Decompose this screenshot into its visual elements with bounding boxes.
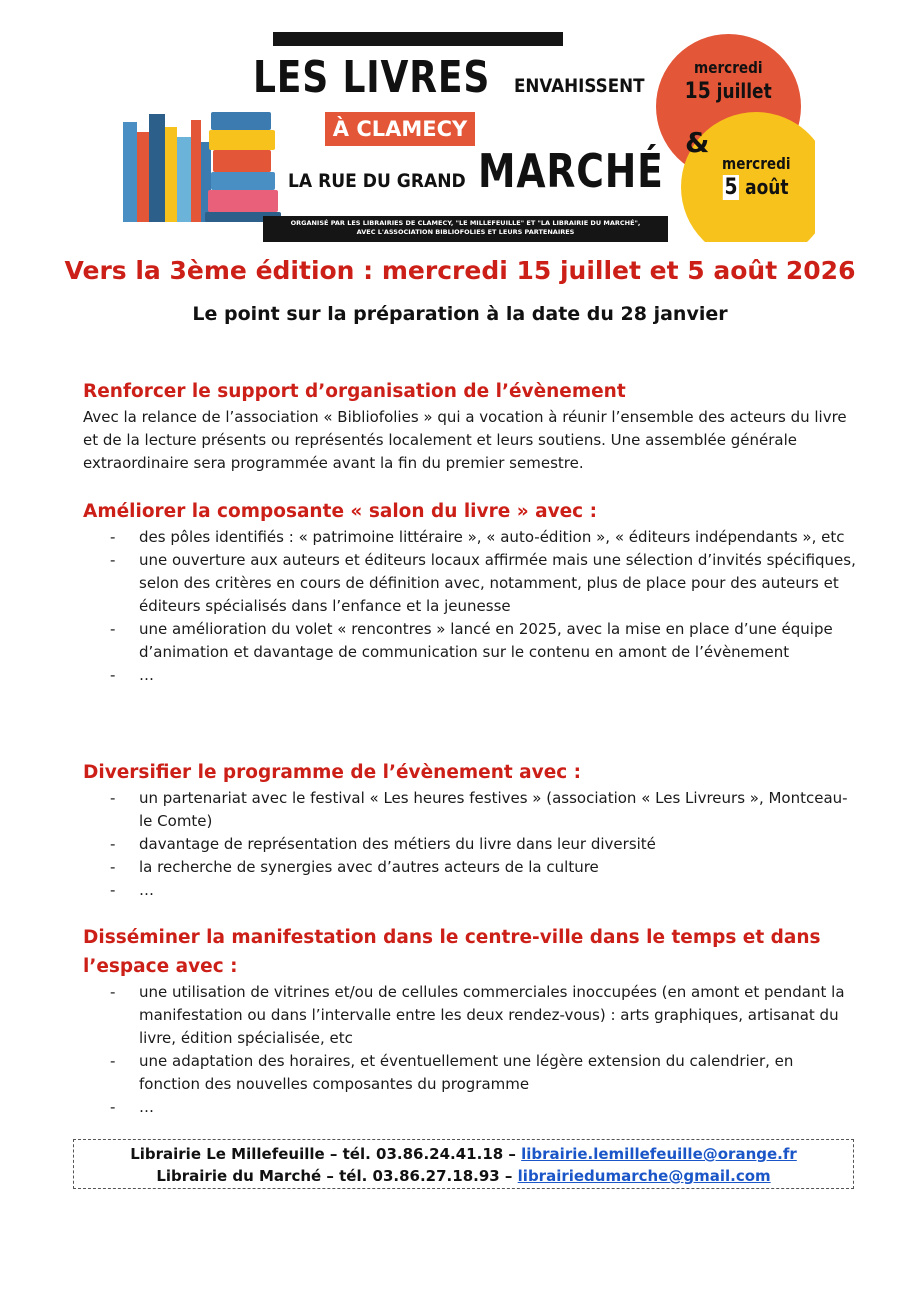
section-organisation xyxy=(83,377,858,475)
section-salon-du-livre xyxy=(83,497,858,687)
email-link-marche[interactable]: librairiedumarche@gmail.com xyxy=(517,1167,771,1185)
list-item xyxy=(83,787,858,833)
section-heading: Diversifier le programme de l’évènement avec : xyxy=(83,762,582,783)
ampersand: & xyxy=(685,126,710,159)
banner-top-bar xyxy=(273,32,563,46)
list-item-text: une amélioration du volet « rencontres » lancé en 2025, avec la mise en place d’une équipe d’animation et davantage de communication sur le contenu en amont de l’évènement xyxy=(139,620,833,661)
contact-label: Librairie du Marché – tél. 03.86.27.18.93 – xyxy=(156,1167,518,1185)
list-item xyxy=(83,856,858,879)
banner-street: LA RUE DU GRAND xyxy=(288,170,466,192)
date2-date xyxy=(723,174,789,201)
list-item xyxy=(83,549,858,618)
list-item xyxy=(83,879,858,902)
dash-marker: - xyxy=(110,1098,116,1116)
list-item xyxy=(83,1050,858,1096)
contact-line-marche xyxy=(74,1165,853,1187)
date2-day: mercredi xyxy=(721,154,791,173)
dash-marker: - xyxy=(110,881,116,899)
dash-marker: - xyxy=(110,666,116,684)
banner-location-badge: À CLAMECY xyxy=(325,112,475,146)
dash-marker: - xyxy=(110,1052,116,1070)
bullet-list xyxy=(83,526,858,687)
list-item xyxy=(83,664,858,687)
banner-organizers-line1: ORGANISÉ PAR LES LIBRAIRIES DE CLAMECY, "LE MILLEFEUILLE" ET "LA LIBRAIRIE DU MARCHÉ", xyxy=(290,219,641,227)
list-item-text: davantage de représentation des métiers du livre dans leur diversité xyxy=(139,835,656,853)
list-item-text: une ouverture aux auteurs et éditeurs locaux affirmée mais une sélection d’invités spécifiques, selon des critères en cours de définition avec, notamment, plus de place pour des auteurs et éditeurs spécialisés dans l’enfance et la jeunesse xyxy=(139,551,856,615)
event-banner xyxy=(113,32,815,242)
section-heading: Disséminer la manifestation dans le centre-ville dans le temps et dans l’espace avec : xyxy=(83,927,821,977)
list-item xyxy=(83,526,858,549)
email-link-millefeuille[interactable]: librairie.lemillefeuille@orange.fr xyxy=(521,1145,797,1163)
list-item-text: une utilisation de vitrines et/ou de cellules commerciales inoccupées (en amont et pendant la manifestation ou dans l’intervalle entre les deux rendez-vous) : arts graphiques, artisanat du livre, édition spécialisée, etc xyxy=(139,983,845,1047)
dash-marker: - xyxy=(110,789,116,807)
banner-organizers xyxy=(263,216,668,242)
list-item-text: une adaptation des horaires, et éventuellement une légère extension du calendrier, en fonction des nouvelles composantes du programme xyxy=(139,1052,794,1093)
list-item-text: des pôles identifiés : « patrimoine littéraire », « auto-édition », « éditeurs indépendants », etc xyxy=(139,528,845,546)
dash-marker: - xyxy=(110,620,116,638)
date1-month: juillet xyxy=(716,79,773,103)
list-item-text: … xyxy=(139,666,154,684)
list-item-text: un partenariat avec le festival « Les heures festives » (association « Les Livreurs », Montceau-le Comte) xyxy=(139,789,848,830)
list-item-text: la recherche de synergies avec d’autres acteurs de la culture xyxy=(139,858,599,876)
section-heading: Améliorer la composante « salon du livre » avec : xyxy=(83,501,597,522)
date2-month: août xyxy=(745,175,789,199)
banner-marche: MARCHÉ xyxy=(478,144,664,198)
list-item-text: … xyxy=(139,881,154,899)
banner-title-small: ENVAHISSENT xyxy=(514,75,645,97)
section-paragraph: Avec la relance de l’association « Bibliofolies » qui a vocation à réunir l’ensemble des acteurs du livre et de la lecture présents ou représentés localement et leurs soutiens. Une assemblée générale extraordinaire sera programmée avant la fin du premier semestre. xyxy=(83,408,847,472)
bullet-list xyxy=(83,981,858,1119)
dash-marker: - xyxy=(110,858,116,876)
page-subtitle: Le point sur la préparation à la date du 28 janvier xyxy=(192,303,728,325)
section-programme xyxy=(83,758,858,902)
dash-marker: - xyxy=(110,551,116,569)
dash-marker: - xyxy=(110,983,116,1001)
date1-date xyxy=(685,78,772,105)
dash-marker: - xyxy=(110,528,116,546)
contact-box xyxy=(73,1139,854,1189)
banner-title: LES LIVRES xyxy=(253,52,491,103)
list-item xyxy=(83,618,858,664)
page-title: Vers la 3ème édition : mercredi 15 juillet et 5 août 2026 xyxy=(64,256,856,285)
bullet-list xyxy=(83,787,858,902)
date1-num: 15 xyxy=(684,79,712,104)
list-item xyxy=(83,981,858,1050)
list-item xyxy=(83,833,858,856)
section-heading: Renforcer le support d’organisation de l’évènement xyxy=(83,381,626,402)
books-illustration xyxy=(113,102,283,222)
contact-label: Librairie Le Millefeuille – tél. 03.86.24.41.18 – xyxy=(130,1145,522,1163)
section-centre-ville xyxy=(83,923,858,1119)
date2-num: 5 xyxy=(724,175,738,200)
contact-line-millefeuille xyxy=(74,1143,853,1165)
list-item xyxy=(83,1096,858,1119)
date1-day: mercredi xyxy=(694,58,763,77)
list-item-text: … xyxy=(139,1098,154,1116)
dash-marker: - xyxy=(110,835,116,853)
banner-organizers-line2: AVEC L'ASSOCIATION BIBLIOFOLIES ET LEURS PARTENAIRES xyxy=(356,228,575,236)
